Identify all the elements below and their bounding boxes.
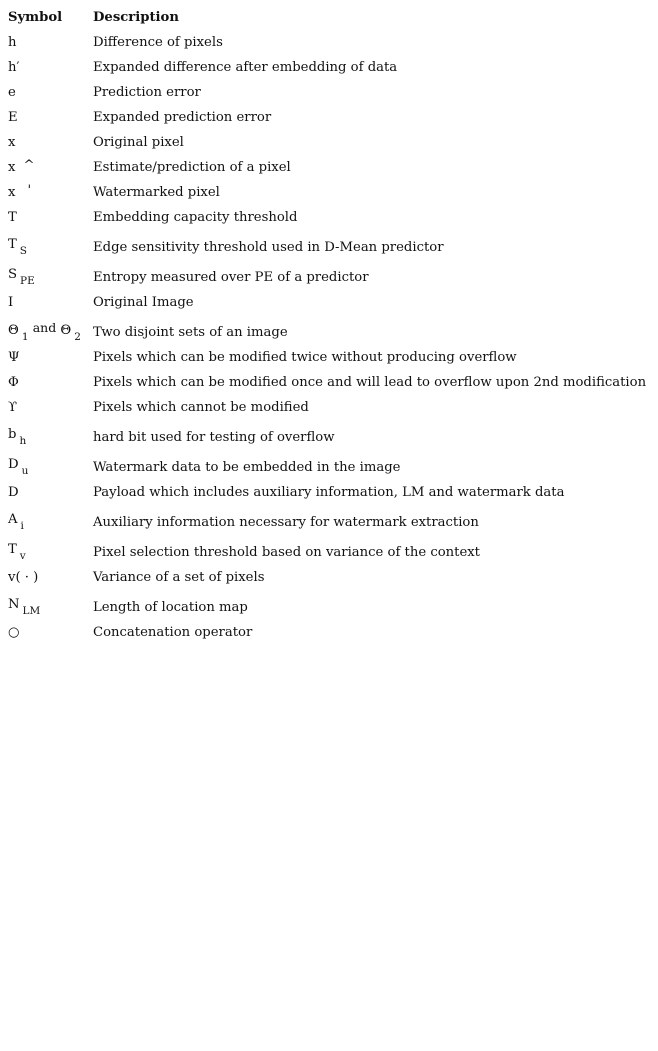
symbol-cell <box>8 597 93 617</box>
table-row <box>8 85 656 110</box>
table-row <box>8 510 656 540</box>
symbol: x <box>8 160 16 175</box>
subscript: LM <box>22 605 41 617</box>
description-cell: Pixels which cannot be modified <box>93 400 309 415</box>
table-row <box>8 375 656 400</box>
symbol-column-header: Symbol <box>8 10 63 25</box>
symbol-cell <box>8 85 93 101</box>
symbol-cell <box>8 542 93 562</box>
description-cell: Prediction error <box>93 85 201 100</box>
table-row <box>8 60 656 85</box>
description-cell: Pixel selection threshold based on variance of the context <box>93 545 480 560</box>
subscript: i <box>20 520 24 532</box>
symbol: x <box>8 185 16 200</box>
description-cell: Embedding capacity threshold <box>93 210 298 225</box>
table-row <box>8 350 656 375</box>
symbol: S <box>8 267 18 282</box>
table-row <box>8 185 656 210</box>
symbol: b <box>8 427 17 442</box>
table-row <box>8 160 656 185</box>
symbol-cell <box>8 625 93 641</box>
symbol-2: Θ <box>60 323 72 338</box>
description-cell: Watermark data to be embedded in the image <box>93 460 401 475</box>
joiner-text: and <box>32 320 57 335</box>
subscript-2: 2 <box>74 331 81 343</box>
description-cell: Concatenation operator <box>93 625 253 640</box>
symbol: Φ <box>8 375 19 390</box>
subscript: u <box>21 465 29 477</box>
table-row <box>8 265 656 295</box>
table-row <box>8 595 656 625</box>
table-row <box>8 485 656 510</box>
symbol: T <box>8 210 17 225</box>
symbol: Ψ <box>8 350 20 365</box>
symbol: h <box>8 35 17 50</box>
symbol-cell <box>8 375 93 391</box>
symbol-cell <box>8 160 93 176</box>
symbol-cell <box>8 267 93 287</box>
table-row <box>8 235 656 265</box>
symbol-cell <box>8 485 93 501</box>
symbol-cell <box>8 350 93 366</box>
symbol-cell <box>8 295 93 311</box>
symbol: e <box>8 85 16 100</box>
symbol-cell <box>8 457 93 477</box>
symbol-cell <box>8 60 93 76</box>
subscript: v <box>19 550 26 562</box>
description-cell: hard bit used for testing of overflow <box>93 430 335 445</box>
description-cell: Estimate/prediction of a pixel <box>93 160 291 175</box>
symbol-cell <box>8 135 93 151</box>
description-cell: Length of location map <box>93 600 248 615</box>
table-row <box>8 455 656 485</box>
symbol-cell <box>8 35 93 51</box>
description-cell: Edge sensitivity threshold used in D-Mean predictor <box>93 240 444 255</box>
symbol-cell <box>8 427 93 447</box>
symbol-cell <box>8 400 93 416</box>
prime-mark: ' <box>27 183 32 198</box>
symbol: ϒ <box>8 400 18 415</box>
symbol-cell <box>8 570 93 586</box>
symbol: T <box>8 237 17 252</box>
description-cell: Variance of a set of pixels <box>93 570 265 585</box>
table-row <box>8 540 656 570</box>
description-cell: Original pixel <box>93 135 184 150</box>
description-cell: Expanded difference after embedding of data <box>93 60 398 75</box>
description-cell: Expanded prediction error <box>93 110 272 125</box>
subscript: h <box>19 435 27 447</box>
table-row <box>8 110 656 135</box>
symbol-cell <box>8 110 93 126</box>
symbol: Θ <box>8 323 19 338</box>
hat-mark: ^ <box>23 158 35 173</box>
description-cell: Original Image <box>93 295 194 310</box>
table-header <box>8 6 656 35</box>
symbol-cell <box>8 237 93 257</box>
symbol: N <box>8 597 20 612</box>
symbol-table <box>8 6 656 650</box>
table-row <box>8 425 656 455</box>
description-cell: Pixels which can be modified twice without producing overflow <box>93 350 517 365</box>
table-row <box>8 320 656 350</box>
symbol: D <box>8 457 19 472</box>
table-row <box>8 570 656 595</box>
table-row <box>8 625 656 650</box>
symbol-cell <box>8 185 93 201</box>
description-cell: Auxiliary information necessary for watermark extraction <box>93 515 479 530</box>
table-row <box>8 35 656 60</box>
symbol: ○ <box>8 625 20 640</box>
symbol: I <box>8 295 14 310</box>
subscript: S <box>19 245 27 257</box>
description-column-header: Description <box>93 10 179 25</box>
description-cell: Two disjoint sets of an image <box>93 325 288 340</box>
description-cell: Pixels which can be modified once and will lead to overflow upon 2nd modification <box>93 375 647 390</box>
table-row <box>8 295 656 320</box>
symbol: D <box>8 485 19 500</box>
symbol: h′ <box>8 60 20 75</box>
description-cell: Payload which includes auxiliary information, LM and watermark data <box>93 485 565 500</box>
symbol: x <box>8 135 16 150</box>
symbol: A <box>8 512 18 527</box>
subscript: PE <box>20 275 35 287</box>
symbol-cell <box>8 320 93 343</box>
description-cell: Difference of pixels <box>93 35 223 50</box>
subscript: 1 <box>21 331 29 343</box>
description-cell: Watermarked pixel <box>93 185 220 200</box>
table-row <box>8 135 656 160</box>
symbol: v( · ) <box>8 570 39 585</box>
table-row <box>8 210 656 235</box>
symbol: T <box>8 542 17 557</box>
symbol-cell <box>8 512 93 532</box>
description-cell: Entropy measured over PE of a predictor <box>93 270 369 285</box>
symbol-cell <box>8 210 93 226</box>
symbol: E <box>8 110 18 125</box>
table-row <box>8 400 656 425</box>
